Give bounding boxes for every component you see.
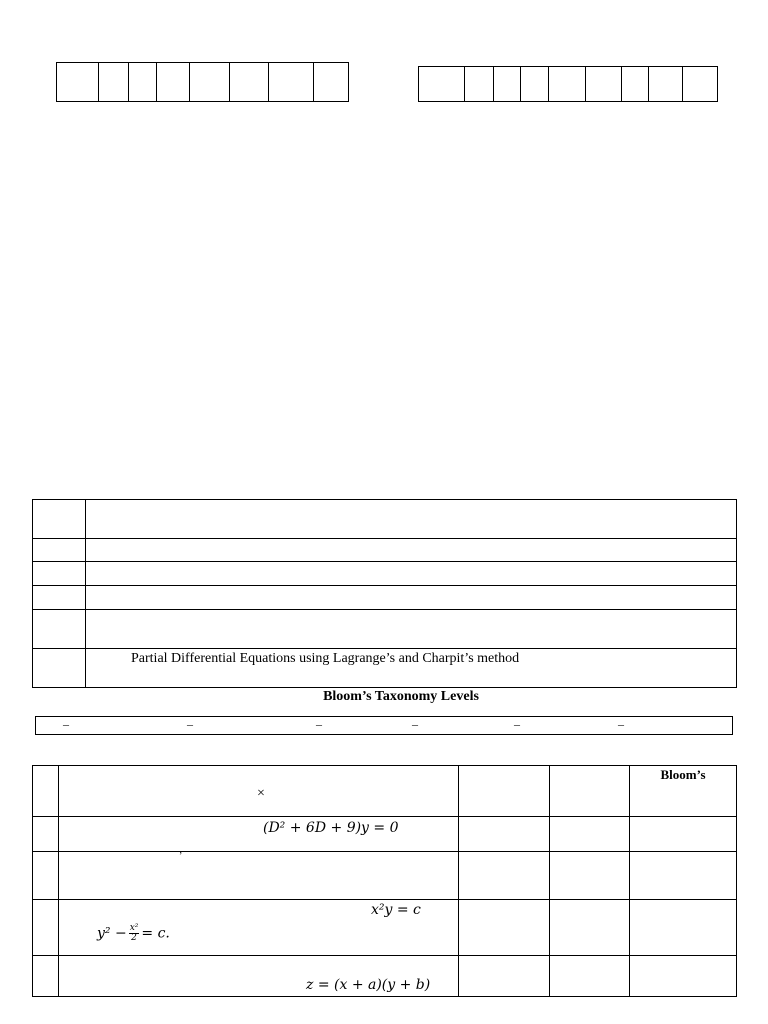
q3-equation-a: x²y = c [371,902,421,918]
q-co-cell [550,817,630,852]
q-text-cell [59,900,459,956]
blooms-level-dash: – [316,717,322,731]
q1-equation: (D² + 6D + 9)y = 0 [263,820,399,836]
q-marks-cell [459,956,550,997]
q-number-cell [33,817,59,852]
q4-equation: z = (x + a)(y + b) [306,977,431,993]
blooms-level-dash: – [618,717,624,731]
co-text-cell [86,649,737,688]
box-cell [521,67,549,101]
box-cell [549,67,586,101]
box-cell [99,63,129,101]
register-number-boxes-left [56,62,349,102]
q-number-cell [33,852,59,900]
blooms-level-dash: – [514,717,520,731]
q-text-cell [59,817,459,852]
q-blooms-cell [630,956,737,997]
q-blooms-cell [630,900,737,956]
box-cell [269,63,315,101]
q-text-cell [59,766,459,817]
box-cell [419,67,465,101]
times-symbol: × [257,786,265,801]
q-number-cell [33,956,59,997]
q3-fraction-denominator: 2 [131,933,137,943]
blooms-level-dash: – [63,717,69,731]
q-blooms-cell [630,817,737,852]
q-co-cell [550,900,630,956]
co-number-cell [33,649,86,688]
box-cell [230,63,269,101]
q3-equation-b-left: y² − [97,925,127,942]
q3-equation-b [97,924,170,943]
q-number-cell [33,766,59,817]
q-blooms-cell [630,766,737,817]
co-text-cell [86,586,737,610]
box-cell [586,67,622,101]
q-text-cell [59,956,459,997]
q3-fraction [129,924,140,943]
co-text-cell [86,500,737,539]
q3-equation-b-right: = c. [141,925,170,942]
co-number-cell [33,562,86,586]
q-co-cell [550,852,630,900]
co-text-cell [86,610,737,649]
co-number-cell [33,539,86,562]
q-marks-cell [459,817,550,852]
co-number-cell [33,500,86,539]
box-cell [465,67,494,101]
register-number-boxes-right [418,66,718,102]
q-marks-cell [459,900,550,956]
blooms-level-dash: – [412,717,418,731]
co-text-cell [86,539,737,562]
q-marks-cell [459,852,550,900]
course-outcomes-table [32,499,737,688]
co-number-cell [33,586,86,610]
box-cell [683,67,717,101]
blooms-level-dash: – [187,717,193,731]
box-cell [314,63,348,101]
q-co-cell [550,766,630,817]
q-text-cell [59,852,459,900]
box-cell [129,63,158,101]
box-cell [190,63,230,101]
co-text-cell [86,562,737,586]
box-cell [622,67,650,101]
co-6-text: Partial Differential Equations using Lagrange’s and Charpit’s method [131,651,520,666]
q-number-cell [33,900,59,956]
box-cell [57,63,99,101]
q-co-cell [550,956,630,997]
questions-table [32,765,737,997]
box-cell [494,67,522,101]
q-marks-cell [459,766,550,817]
co-number-cell [33,610,86,649]
q-blooms-cell [630,852,737,900]
blooms-column-header: Bloom’s [660,767,706,782]
q3-fraction-numerator: x² [129,923,139,933]
blooms-taxonomy-title: Bloom’s Taxonomy Levels [323,689,479,704]
box-cell [649,67,683,101]
blooms-levels-strip [35,716,733,735]
q2-mark: ’ [179,851,183,862]
box-cell [157,63,190,101]
